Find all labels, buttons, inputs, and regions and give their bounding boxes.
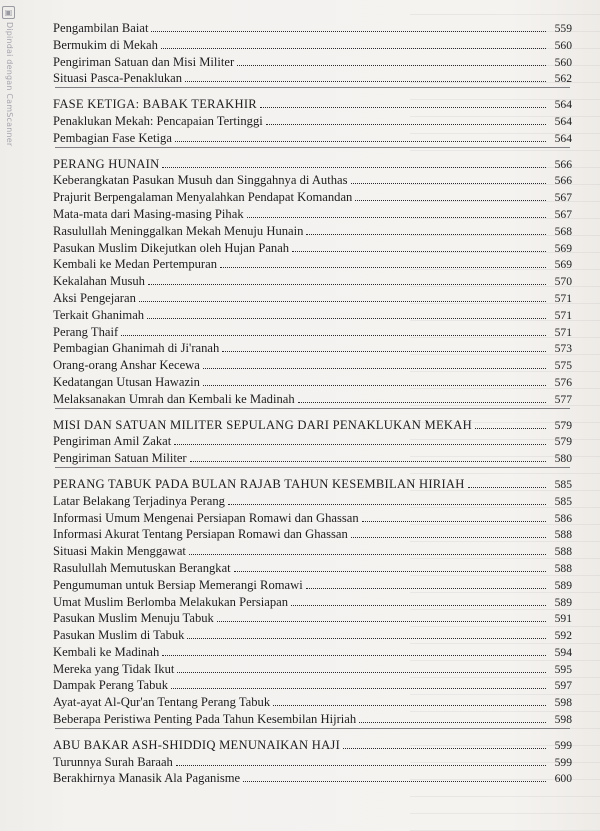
dot-leader [351,537,546,538]
toc-entry[interactable] [53,577,572,594]
entry-page-number: 599 [554,755,572,769]
entry-page-number: 579 [554,435,572,449]
entry-title: Kekalahan Musuh [53,274,145,289]
scanner-watermark [1,6,15,206]
toc-entry[interactable] [53,70,572,87]
dot-leader [243,781,546,782]
toc-section-heading[interactable] [53,476,572,493]
entry-title: Keberangkatan Pasukan Musuh dan Singgahnya di Authas [53,173,348,188]
toc-entry[interactable] [53,627,572,644]
toc-entry[interactable] [53,113,572,130]
entry-title: Kedatangan Utusan Hawazin [53,374,200,389]
dot-leader [234,571,546,572]
dot-leader [190,461,546,462]
dot-leader [475,428,546,429]
entry-title: Latar Belakang Terjadinya Perang [53,493,225,508]
dot-leader [266,124,546,125]
entry-page-number: 562 [554,72,572,86]
dot-leader [306,234,546,235]
section-title: PERANG HUNAIN [53,156,160,171]
entry-title: Umat Muslim Berlomba Melakukan Persiapan [53,594,289,609]
entry-page-number: 588 [554,545,572,559]
dot-leader [203,368,546,369]
entry-page-number: 566 [554,174,572,188]
dot-leader [175,141,546,142]
dot-leader [228,504,546,505]
dot-leader [273,705,546,706]
entry-page-number: 594 [554,645,572,659]
watermark-text: Dipindai dengan CamScanner [5,22,14,147]
entry-page-number: 600 [554,772,572,786]
toc-entry[interactable] [53,433,572,450]
entry-page-number: 571 [554,325,572,339]
entry-page-number: 569 [554,258,572,272]
dot-leader [203,385,546,386]
toc-entry[interactable] [53,610,572,627]
entry-page-number: 595 [554,662,572,676]
toc-entry[interactable] [53,172,572,189]
toc-entry[interactable] [53,307,572,324]
toc-entry[interactable] [53,324,572,341]
entry-title: Pasukan Muslim di Tabuk [53,628,185,643]
section-divider [55,728,570,729]
dot-leader [139,301,546,302]
entry-title: Prajurit Berpengalaman Menyalahkan Pendapat Komandan [53,190,353,205]
entry-title: Perang Thaif [53,324,119,339]
dot-leader [174,444,546,445]
entry-page-number: 570 [554,275,572,289]
section-divider [55,408,570,409]
section-title: FASE KETIGA: BABAK TERAKHIR [53,97,257,112]
entry-title: Turunnya Surah Baraah [53,754,173,769]
dot-leader [220,267,546,268]
dot-leader [177,672,546,673]
section-divider [55,87,570,88]
toc-entry[interactable] [53,493,572,510]
section-title: MISI DAN SATUAN MILITER SEPULANG DARI PENAKLUKAN MEKAH [53,417,472,432]
entry-title: Situasi Makin Menggawat [53,544,186,559]
dot-leader [247,217,546,218]
entry-page-number: 571 [554,308,572,322]
entry-title: Rasulullah Meninggalkan Mekah Menuju Hunain [53,223,304,238]
entry-title: Mata-mata dari Masing-masing Pihak [53,206,244,221]
entry-page-number: 567 [554,207,572,221]
entry-title: Dampak Perang Tabuk [53,678,168,693]
entry-title: Informasi Umum Mengenai Persiapan Romawi dan Ghassan [53,510,359,525]
section-divider [55,467,570,468]
toc-entry[interactable] [53,711,572,728]
toc-entry[interactable] [53,20,572,37]
dot-leader [355,200,546,201]
entry-page-number: 567 [554,191,572,205]
entry-page-number: 577 [554,392,572,406]
entry-title: Beberapa Peristiwa Penting Pada Tahun Kesembilan Hijriah [53,712,357,727]
entry-page-number: 586 [554,511,572,525]
toc-entry[interactable] [53,644,572,661]
section-page-number: 566 [554,157,572,171]
toc-entry[interactable] [53,391,572,408]
toc-entry[interactable] [53,290,572,307]
dot-leader [237,65,546,66]
entry-page-number: 560 [554,55,572,69]
entry-title: Bermukim di Mekah [53,37,158,52]
dot-leader [291,605,546,606]
dot-leader [189,554,546,555]
dot-leader [468,487,546,488]
entry-title: Pengiriman Satuan dan Misi Militer [53,54,235,69]
dot-leader [176,765,546,766]
entry-page-number: 597 [554,679,572,693]
entry-page-number: 573 [554,342,572,356]
entry-title: Mereka yang Tidak Ikut [53,661,175,676]
dot-leader [222,351,546,352]
toc-entry[interactable] [53,543,572,560]
entry-page-number: 598 [554,713,572,727]
toc-entry[interactable] [53,374,572,391]
entry-title: Kembali ke Madinah [53,644,160,659]
section-page-number: 564 [554,98,572,112]
entry-title: Aksi Pengejaran [53,290,136,305]
dot-leader [362,521,546,522]
dot-leader [162,167,546,168]
section-page-number: 585 [554,477,572,491]
toc-entry[interactable] [53,560,572,577]
dot-leader [217,621,546,622]
dot-leader [187,638,546,639]
entry-page-number: 559 [554,22,572,35]
section-page-number: 579 [554,418,572,432]
toc-entry[interactable] [53,130,572,147]
toc-entry[interactable] [53,357,572,374]
entry-page-number: 576 [554,375,572,389]
entry-title: Pengambilan Baiat [53,21,149,35]
toc-entry[interactable] [53,37,572,54]
section-title: PERANG TABUK PADA BULAN RAJAB TAHUN KESEMBILAN HIRIAH [53,476,465,491]
entry-page-number: 592 [554,629,572,643]
entry-page-number: 568 [554,224,572,238]
entry-page-number: 560 [554,38,572,52]
dot-leader [359,722,546,723]
dot-leader [121,335,546,336]
dot-leader [162,655,546,656]
toc-entry[interactable] [53,54,572,71]
toc-entry[interactable] [53,754,572,771]
entry-page-number: 589 [554,578,572,592]
toc-entry[interactable] [53,526,572,543]
dot-leader [147,318,546,319]
entry-title: Melaksanakan Umrah dan Kembali ke Madinah [53,391,295,406]
entry-title: Terkait Ghanimah [53,307,145,322]
toc-entry[interactable] [53,273,572,290]
entry-title: Informasi Akurat Tentang Persiapan Romawi dan Ghassan [53,527,348,542]
toc-entry[interactable] [53,256,572,273]
dot-leader [298,402,546,403]
dot-leader [161,48,546,49]
table-of-contents [53,20,572,787]
dot-leader [151,31,546,32]
dot-leader [343,748,546,749]
toc-section-heading[interactable] [53,156,572,173]
entry-title: Pasukan Muslim Dikejutkan oleh Hujan Panah [53,240,290,255]
toc-entry[interactable] [53,677,572,694]
toc-entry[interactable] [53,450,572,467]
section-divider [55,147,570,148]
entry-page-number: 569 [554,241,572,255]
entry-title: Penaklukan Mekah: Pencapaian Tertinggi [53,113,263,128]
entry-page-number: 589 [554,595,572,609]
toc-entry[interactable] [53,510,572,527]
toc-entry[interactable] [53,694,572,711]
entry-title: Pasukan Muslim Menuju Tabuk [53,611,214,626]
entry-page-number: 564 [554,114,572,128]
dot-leader [306,588,546,589]
entry-page-number: 588 [554,561,572,575]
dot-leader [292,251,546,252]
entry-title: Pengiriman Satuan Militer [53,451,187,466]
dot-leader [185,81,546,82]
entry-page-number: 580 [554,452,572,466]
toc-entry[interactable] [53,340,572,357]
toc-section-heading[interactable] [53,737,572,754]
entry-title: Pembagian Ghanimah di Ji'ranah [53,341,220,356]
entry-page-number: 588 [554,528,572,542]
entry-page-number: 564 [554,131,572,145]
entry-page-number: 598 [554,696,572,710]
toc-entry[interactable] [53,661,572,678]
toc-section-heading[interactable] [53,96,572,113]
entry-page-number: 591 [554,612,572,626]
dot-leader [148,284,546,285]
dot-leader [260,107,546,108]
toc-entry[interactable] [53,770,572,787]
entry-title: Orang-orang Anshar Kecewa [53,358,200,373]
entry-title: Ayat-ayat Al-Qur'an Tentang Perang Tabuk [53,695,271,710]
entry-title: Rasulullah Memutuskan Berangkat [53,560,231,575]
toc-entry[interactable] [53,240,572,257]
entry-title: Pengumuman untuk Bersiap Memerangi Romawi [53,577,303,592]
toc-section-heading[interactable] [53,417,572,434]
entry-page-number: 585 [554,494,572,508]
toc-entry[interactable] [53,594,572,611]
entry-title: Pengiriman Amil Zakat [53,434,172,449]
section-page-number: 599 [554,738,572,752]
camscanner-logo-icon: ▣ [2,6,15,19]
dot-leader [171,688,546,689]
entry-page-number: 575 [554,359,572,373]
toc-entry[interactable] [53,189,572,206]
section-title: ABU BAKAR ASH-SHIDDIQ MENUNAIKAN HAJI [53,737,341,752]
toc-entry[interactable] [53,223,572,240]
toc-entry[interactable] [53,206,572,223]
entry-title: Kembali ke Medan Pertempuran [53,257,218,272]
dot-leader [351,183,546,184]
entry-title: Pembagian Fase Ketiga [53,130,172,145]
entry-title: Berakhirnya Manasik Ala Paganisme [53,771,241,786]
entry-page-number: 571 [554,291,572,305]
entry-title: Situasi Pasca-Penaklukan [53,71,183,86]
